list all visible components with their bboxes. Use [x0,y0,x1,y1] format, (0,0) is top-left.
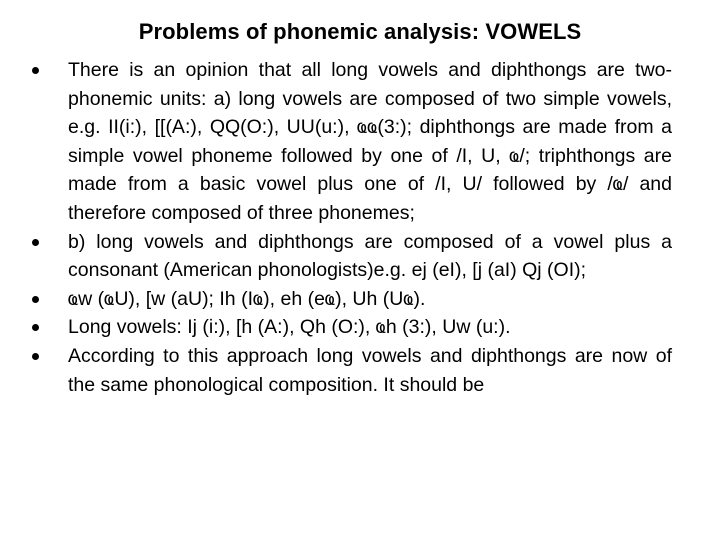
bullet-dot-icon [32,239,39,246]
bullet-dot-icon [32,296,39,303]
bullet-text: There is an opinion that all long vowels and diphthongs are two-phonemic units: a) long vowels are composed of two simple vowels, e.g. ІІ(і:), [[(A:), QQ(O:), UU(u:), ҩҩ(3:); diphthongs are made from a simple vowel phoneme followed by one of /І, U, ҩ/; triphthongs are made from a basic vowel plus one of /І, U/ followed by /ҩ/ and therefore composed of three phonemes; [68,59,672,224]
bullet-dot-icon [32,324,39,331]
bullet-text: According to this approach long vowels and diphthongs are now of the same phonological composition. It should be [68,344,672,396]
bullet-text: Long vowels: Іj (і:), [h (A:), Qh (O:), ҩh (3:), Uw (u:). [68,316,511,339]
bullet-dot-icon [32,67,39,74]
bullet-item [32,313,672,342]
bullet-item [32,56,672,228]
bullet-item [32,342,672,399]
bullet-item [32,228,672,285]
bullet-text: b) long vowels and diphthongs are composed of a vowel plus a consonant (American phonologists)e.g. ej (eІ), [j (aІ) Qj (OІ); [68,230,672,282]
bullet-item [32,285,672,314]
slide-title: Problems of phonemic analysis: VOWELS [138,19,582,44]
bullet-text: ҩw (ҩU), [w (aU); Іh (Іҩ), eh (eҩ), Uh (Uҩ). [68,287,426,310]
bullet-dot-icon [32,353,39,360]
bullet-list [32,56,672,399]
